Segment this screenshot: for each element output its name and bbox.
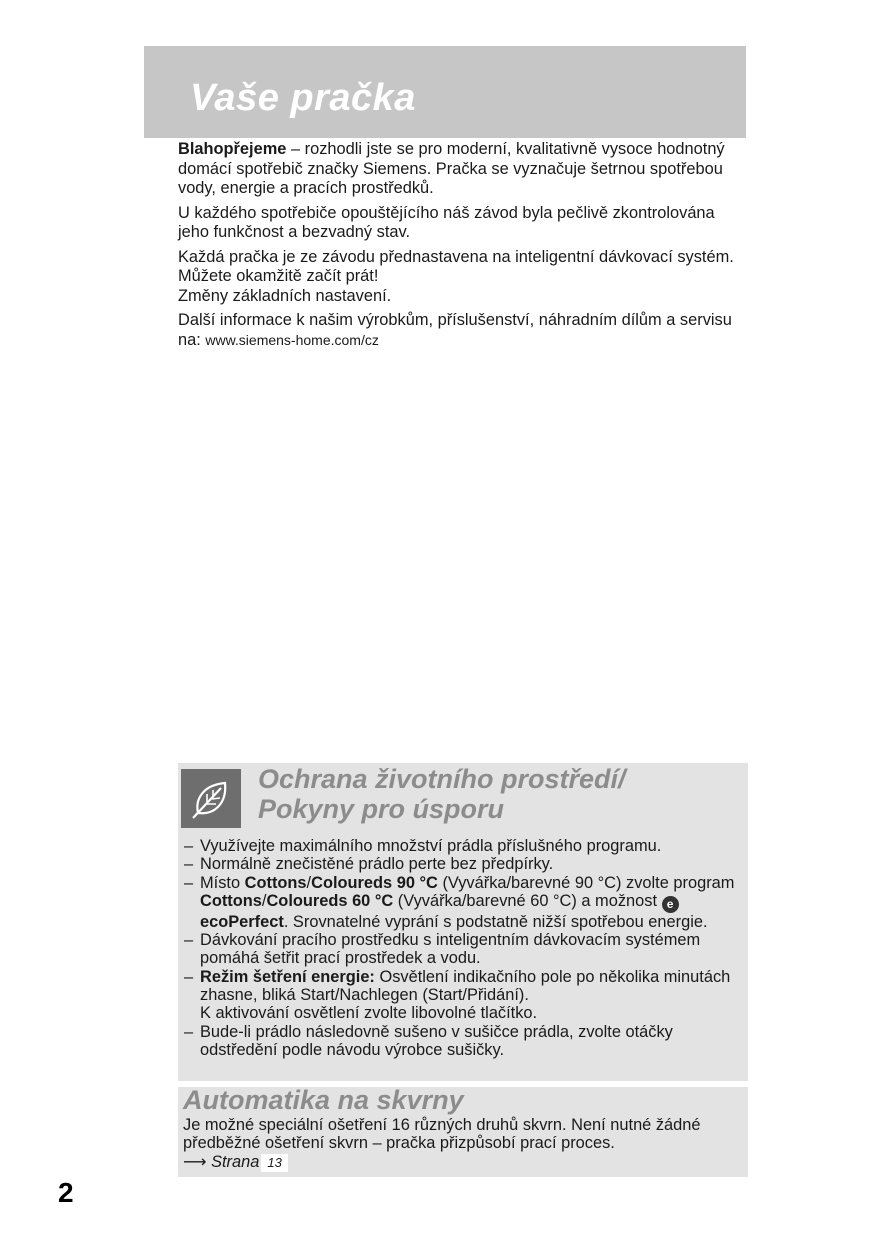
eco-heading-line-1: Ochrana životního prostředí/ — [258, 764, 626, 794]
program-name: Cottons — [244, 873, 307, 892]
list-item: – Bude-li prádlo následovně sušeno v sušičce prádla, zvolte otáčky odstředění podle návodu výrobce sušičky. — [184, 1023, 744, 1060]
program-name: Coloureds 60 °C — [266, 891, 394, 910]
eco-perfect-icon: e — [662, 896, 679, 913]
program-name: Cottons — [200, 891, 262, 910]
eco-tips-list — [184, 837, 744, 1059]
list-item-text: . Srovnatelné vyprání s podstatně nižší spotřebou energie. — [283, 912, 708, 931]
list-item: – Normálně znečistěné prádlo perte bez předpírky. — [184, 855, 744, 873]
intro-info-text: Další informace k našim výrobkům, příslušenství, náhradním dílům a servisu na: — [178, 311, 732, 349]
page-reference[interactable] — [183, 1153, 288, 1172]
eco-perfect-label: ecoPerfect — [200, 912, 284, 931]
intro-congrats-bold: Blahopřejeme — [178, 140, 287, 158]
list-item — [184, 874, 744, 932]
list-item — [184, 968, 744, 1023]
stain-text: Je možné speciální ošetření 16 různých druhů skvrn. Není nutné žádné předběžné ošetření skvrn – pračka přizpůsobí prací proces. — [183, 1116, 701, 1153]
intro-congrats-text: – rozhodli jste se pro moderní, kvalitativně vysoce hodnotný domácí spotřebič značky Siemens. Pračka se vyznačuje šetrnou spotřebou vody, energie a pracích prostředků. — [178, 140, 725, 197]
eco-heading — [258, 764, 626, 824]
energy-saving-label: Režim šetření energie: — [200, 967, 375, 986]
list-item-text: (Vyvářka/barevné 60 °C) a možnost — [393, 891, 662, 910]
intro-settings-text: Změny základních nastavení. — [178, 286, 392, 305]
intro-dosing-text: Každá pračka je ze závodu přednastavena na inteligentní dávkovací systém. Můžete okamžitě začít prát! — [178, 247, 734, 285]
intro-paragraph-1 — [178, 140, 748, 199]
program-separator: / — [261, 891, 267, 910]
list-item: – Dávkování pracího prostředku s inteligentním dávkovacím systémem pomáhá šetřit prací prostředek a vodu. — [184, 931, 744, 968]
list-item-text: Místo — [200, 873, 245, 892]
eco-heading-line-2: Pokyny pro úsporu — [258, 794, 505, 824]
program-name: Coloureds 90 °C — [311, 873, 438, 892]
stain-heading: Automatika na skvrny — [183, 1085, 464, 1115]
list-item-text: K aktivování osvětlení zvolte libovolné tlačítko. — [200, 1004, 538, 1023]
intro-paragraph-3 — [178, 248, 748, 307]
page-reference-label: Strana — [211, 1153, 260, 1171]
page-title: Vaše pračka — [190, 77, 416, 119]
list-item-text: Osvětlení indikačního pole po několika minutách zhasne, bliká Start/Nachlegen (Start/Přidání). — [200, 967, 731, 1005]
intro-paragraph-2: U každého spotřebiče opouštějícího náš závod byla pečlivě zkontrolována jeho funkčnost a bezvadný stav. — [178, 203, 715, 241]
page-reference-number: 13 — [261, 1154, 287, 1172]
list-item-text: (Vyvářka/barevné 90 °C) zvolte program — [437, 873, 735, 892]
page-number: 2 — [58, 1177, 74, 1208]
leaf-icon — [181, 769, 241, 828]
arrow-right-icon: ⟶ — [183, 1153, 207, 1171]
intro-paragraph-4 — [178, 311, 748, 350]
intro-section — [178, 140, 748, 355]
list-item: – Využívejte maximálního množství prádla příslušného programu. — [184, 837, 744, 855]
website-link[interactable]: www.siemens-home.com/cz — [205, 331, 379, 348]
program-separator: / — [306, 873, 312, 892]
